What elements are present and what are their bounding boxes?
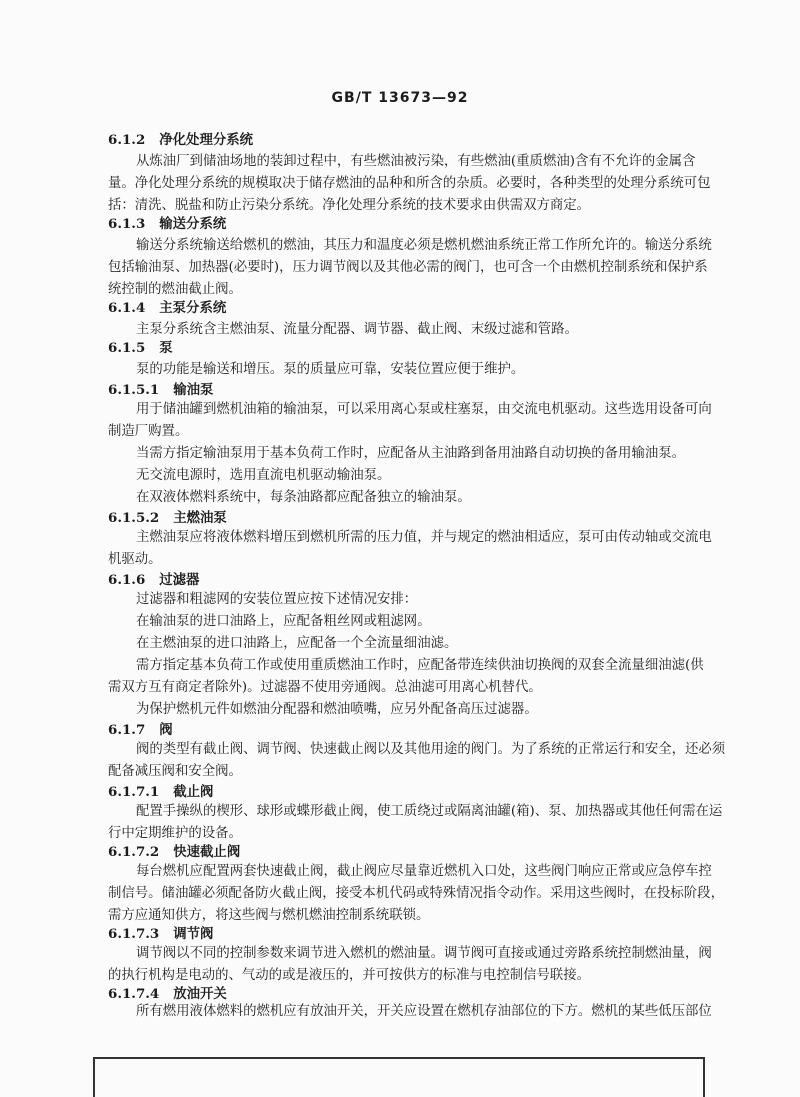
paragraph-first-line: 每台燃机应配置两套快速截止阀，截止阀应尽量靠近燃机入口处，这些阀门响应正常或应急停车控 xyxy=(136,864,712,879)
paragraph-first-line: 在输油泵的进口油路上，应配备粗丝网或粗滤网。 xyxy=(136,614,431,629)
section-title: 快速截止阀 xyxy=(173,844,241,860)
paragraph-line: 统控制的燃油截止阀。 xyxy=(108,282,242,297)
page-header-standard-number: GB/T 13673—92 xyxy=(331,90,469,106)
section-number: 6.1.5.1 xyxy=(108,382,160,398)
paragraph-line: 量。净化处理分系统的规模取决于储存燃油的品种和所含的杂质。必要时，各种类型的处理分系统可包 xyxy=(108,176,711,191)
section-title: 净化处理分系统 xyxy=(159,132,254,148)
section-heading xyxy=(108,984,738,1004)
paragraph-line: 制造厂购置。 xyxy=(108,424,189,439)
section-heading xyxy=(108,842,738,862)
section-title: 泵 xyxy=(159,340,173,356)
paragraph-line: 机驱动。 xyxy=(108,552,162,567)
section-number: 6.1.7 xyxy=(108,722,146,738)
section-title: 过滤器 xyxy=(159,572,200,588)
section-number: 6.1.5.2 xyxy=(108,510,160,526)
section-number: 6.1.2 xyxy=(108,132,146,148)
section-number: 6.1.7.2 xyxy=(108,844,160,860)
section-number: 6.1.5 xyxy=(108,340,146,356)
paragraph-line: 制信号。储油罐必须配备防火截止阀，接受本机代码或特殊情况指令动作。采用这些阀时，在投标阶段， xyxy=(108,886,724,901)
section-title: 放油开关 xyxy=(173,986,227,1002)
section-title: 截止阀 xyxy=(173,784,214,800)
paragraph-first-line: 阀的类型有截止阀、调节阀、快速截止阀以及其他用途的阀门。为了系统的正常运行和安全，还必须 xyxy=(136,742,726,757)
paragraph-first-line: 从炼油厂到储油场地的装卸过程中，有些燃油被污染，有些燃油(重质燃油)含有不允许的金属含 xyxy=(136,154,696,169)
paragraph-line: 需双方互有商定者除外)。过滤器不使用旁通阀。总油滤可用离心机替代。 xyxy=(108,680,542,695)
section-number: 6.1.7.1 xyxy=(108,784,160,800)
page-bottom-frame xyxy=(93,1057,705,1097)
paragraph-first-line: 为保护燃机元件如燃油分配器和燃油喷嘴，应另外配备高压过滤器。 xyxy=(136,702,538,717)
section-title: 调节阀 xyxy=(173,926,214,942)
section-heading xyxy=(108,338,738,358)
paragraph-line: 包括输油泵、加热器(必要时)，压力调节阀以及其他必需的阀门，也可含一个由燃机控制系统和保护系 xyxy=(108,260,708,275)
paragraph-first-line: 用于储油罐到燃机油箱的输油泵，可以采用离心泵或柱塞泵，由交流电机驱动。这些选用设备可向 xyxy=(136,402,712,417)
paragraph-first-line: 调节阀以不同的控制参数来调节进入燃机的燃油量。调节阀可直接或通过旁路系统控制燃油量，阀 xyxy=(136,946,712,961)
section-heading xyxy=(108,570,738,590)
section-heading xyxy=(108,782,738,802)
paragraph-first-line: 输送分系统输送给燃机的燃油，其压力和温度必须是燃机燃油系统正常工作所允许的。输送分系统 xyxy=(136,238,712,253)
paragraph-first-line: 在双液体燃料系统中，每条油路都应配备独立的输油泵。 xyxy=(136,490,471,505)
section-number: 6.1.4 xyxy=(108,300,146,316)
paragraph-first-line: 需方指定基本负荷工作或使用重质燃油工作时，应配备带连续供油切换阀的双套全流量细油滤(供 xyxy=(136,658,704,673)
paragraph-first-line: 当需方指定输油泵用于基本负荷工作时，应配备从主油路到备用油路自动切换的备用输油泵。 xyxy=(136,446,686,461)
paragraph-first-line: 主泵分系统含主燃油泵、流量分配器、调节器、截止阀、末级过滤和管路。 xyxy=(136,322,578,337)
paragraph-first-line: 泵的功能是输送和增压。泵的质量应可靠，安装位置应便于维护。 xyxy=(136,362,525,377)
paragraph-first-line: 在主燃油泵的进口油路上，应配备一个全流量细油滤。 xyxy=(136,636,458,651)
paragraph-first-line: 过滤器和粗滤网的安装位置应按下述情况安排： xyxy=(136,592,418,607)
section-heading xyxy=(108,214,738,234)
paragraph-first-line: 主燃油泵应将液体燃料增压到燃机所需的压力值，并与规定的燃油相适应，泵可由传动轴或交流电 xyxy=(136,530,712,545)
paragraph-first-line: 所有燃用液体燃料的燃机应有放油开关，开关应设置在燃机存油部位的下方。燃机的某些低压部位 xyxy=(136,1004,712,1019)
section-heading xyxy=(108,298,738,318)
section-number: 6.1.7.4 xyxy=(108,986,160,1002)
section-title: 阀 xyxy=(159,722,173,738)
section-heading xyxy=(108,380,738,400)
paragraph-line: 的执行机构是电动的、气动的或是液压的，并可按供方的标准与电控制信号联接。 xyxy=(108,968,591,983)
paragraph-line: 括：清洗、脱盐和防止污染分系统。净化处理分系统的技术要求由供需双方商定。 xyxy=(108,198,591,213)
section-heading xyxy=(108,508,738,528)
section-title: 输送分系统 xyxy=(159,216,227,232)
section-heading xyxy=(108,130,738,150)
section-heading xyxy=(108,720,738,740)
paragraph-line: 需方应通知供方，将这些阀与燃机燃油控制系统联锁。 xyxy=(108,908,430,923)
section-title: 输油泵 xyxy=(173,382,214,398)
section-title: 主燃油泵 xyxy=(173,510,227,526)
paragraph-line: 行中定期维护的设备。 xyxy=(108,826,242,841)
paragraph-first-line: 配置手操纵的楔形、球形或蝶形截止阀，使工质绕过或隔离油罐(箱)、泵、加热器或其他任何需在运 xyxy=(136,804,723,819)
section-number: 6.1.3 xyxy=(108,216,146,232)
section-number: 6.1.6 xyxy=(108,572,146,588)
section-title: 主泵分系统 xyxy=(159,300,227,316)
section-heading xyxy=(108,924,738,944)
paragraph-first-line: 无交流电源时，选用直流电机驱动输油泵。 xyxy=(136,468,391,483)
paragraph-line: 配备减压阀和安全阀。 xyxy=(108,764,242,779)
section-number: 6.1.7.3 xyxy=(108,926,160,942)
